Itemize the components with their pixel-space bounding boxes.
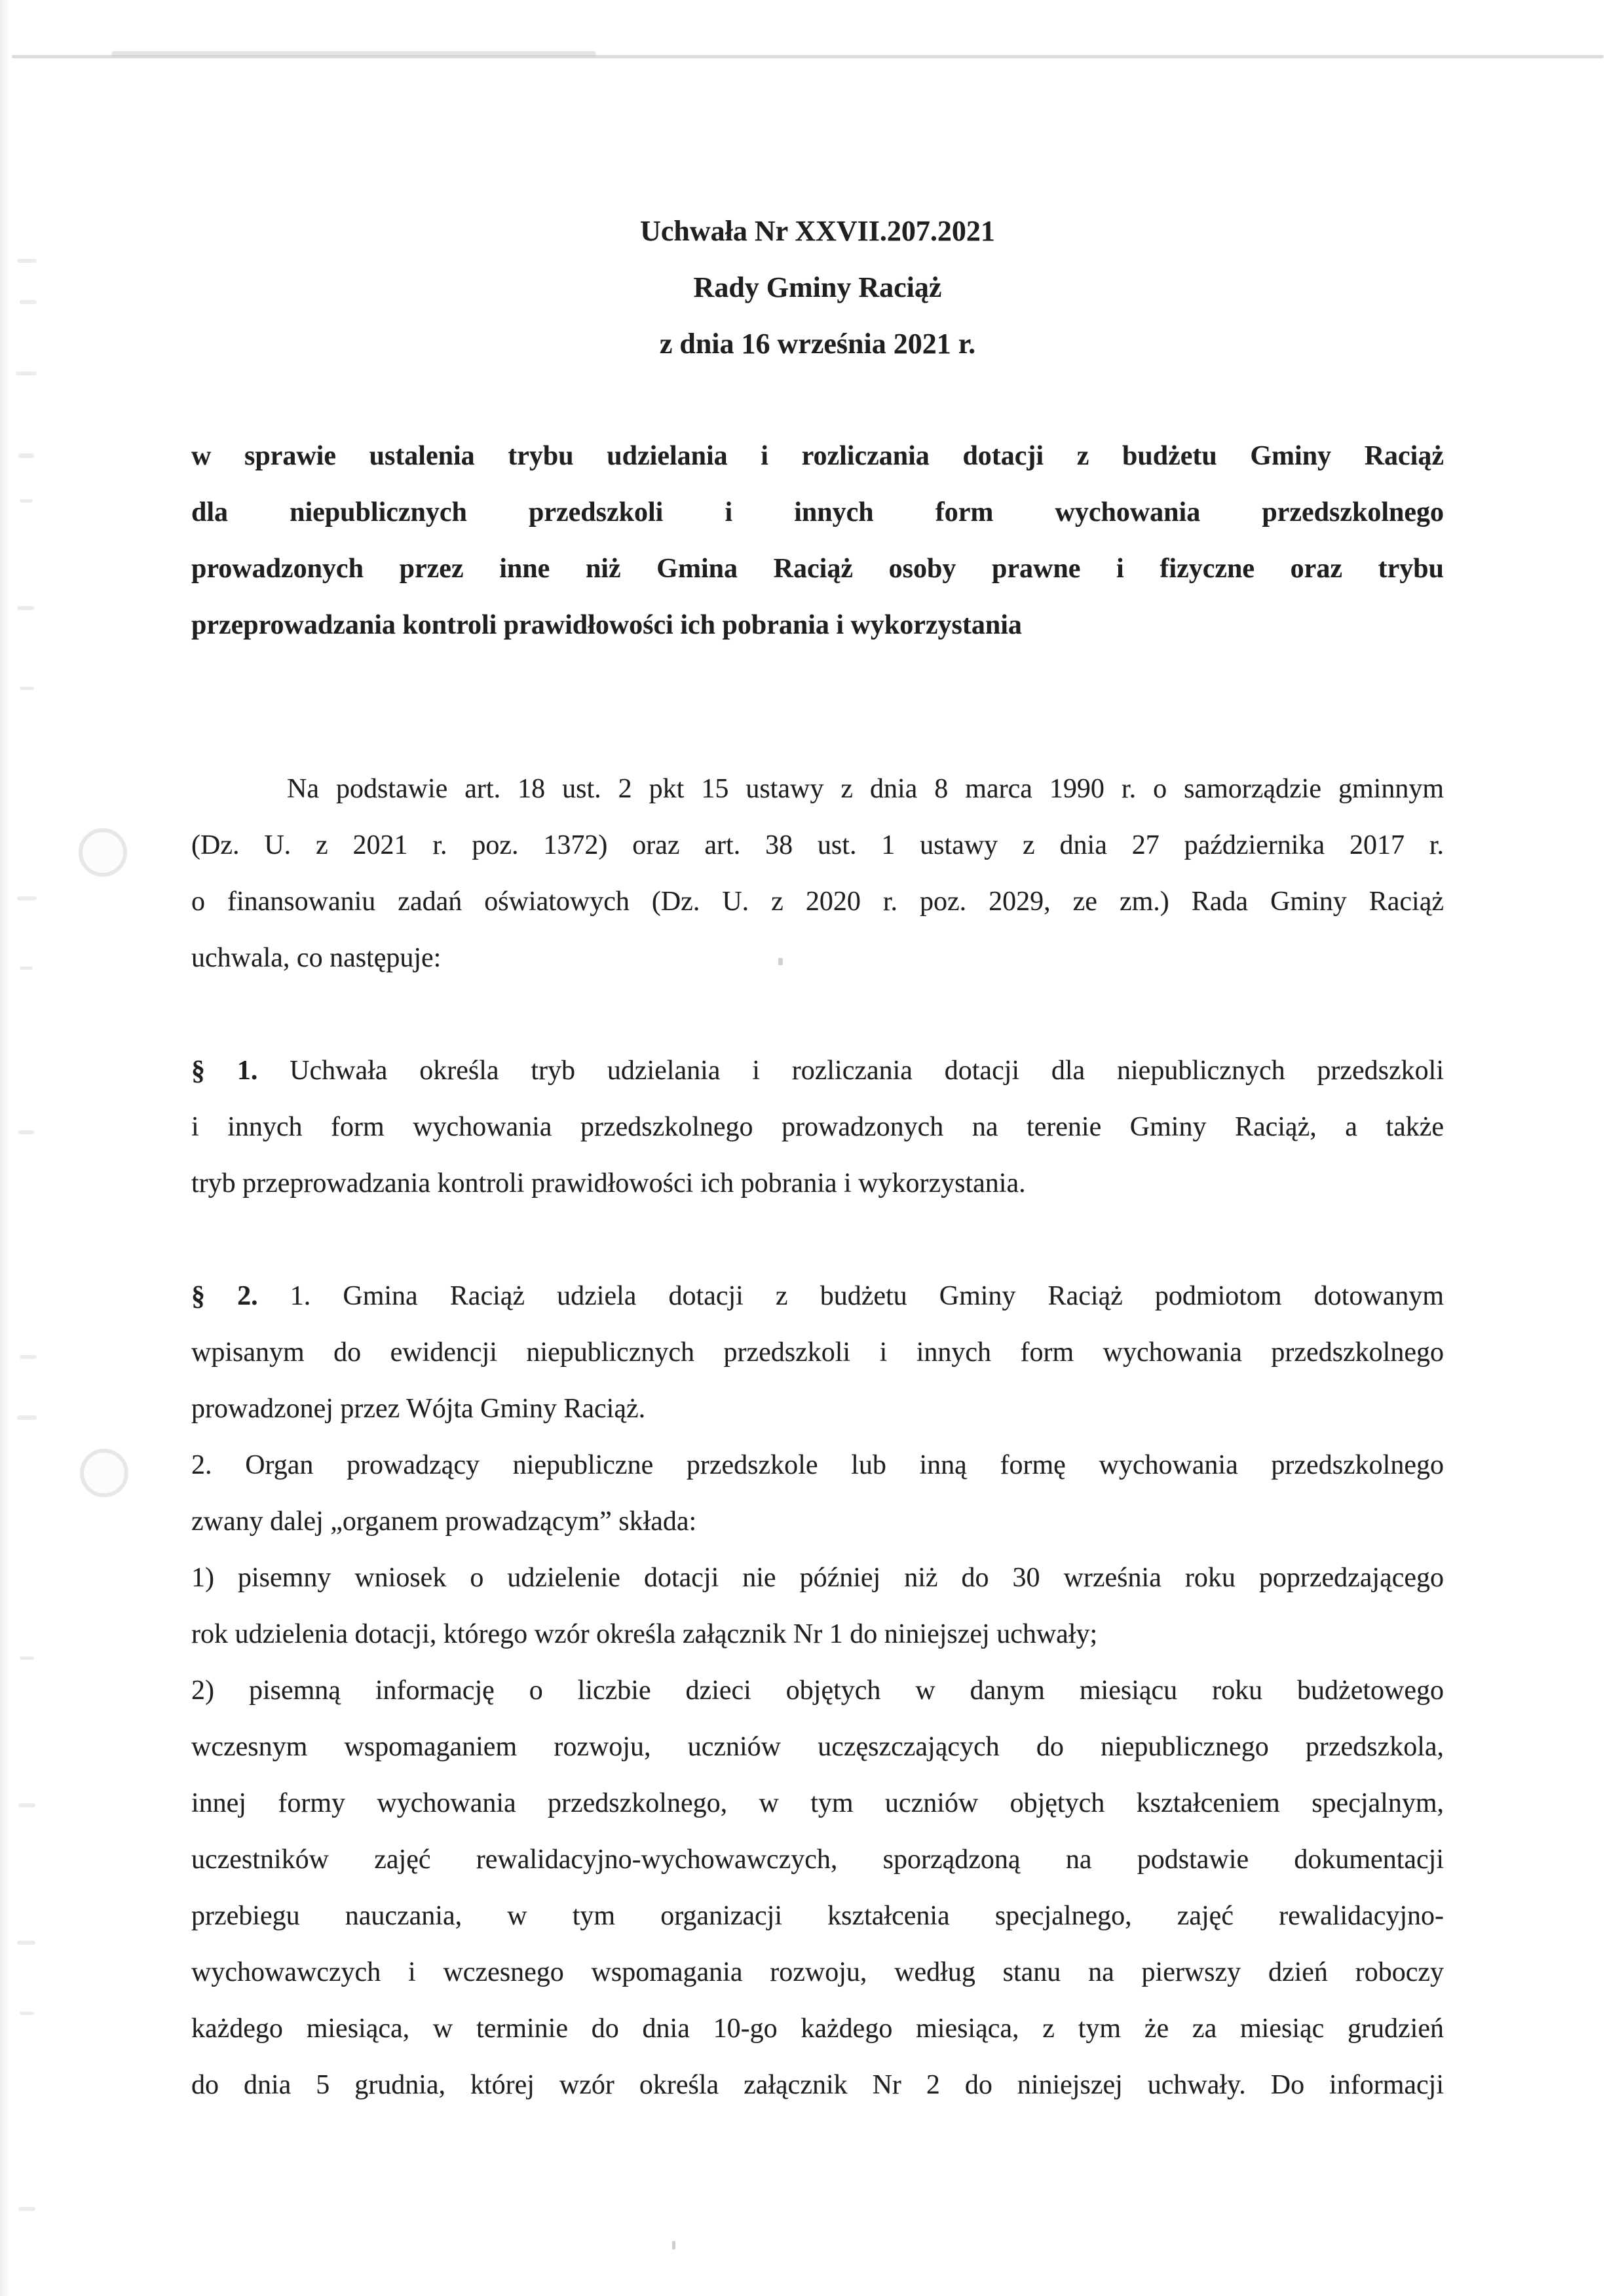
scan-smudge — [20, 687, 34, 690]
section-2 — [191, 1268, 1444, 2113]
preamble-line: (Dz. U. z 2021 r. poz. 1372) oraz art. 38 ust. 1 ustawy z dnia 27 października 2017 r. — [191, 830, 1444, 860]
scan-edge-shading — [0, 0, 10, 2296]
section-2-line: 2. Organ prowadzący niepubliczne przedszkole lub inną formę wychowania przedszkolnego — [191, 1450, 1444, 1480]
subject-paragraph — [191, 428, 1444, 653]
document-header — [191, 203, 1444, 372]
section-2-line: rok udzielenia dotacji, którego wzór określa załącznik Nr 1 do niniejszej uchwały; — [191, 1619, 1098, 1649]
section-1-line: § 1. Uchwała określa tryb udzielania i rozliczania dotacji dla niepublicznych przedszkoli — [191, 1056, 1445, 1086]
section-2-line: wpisanym do ewidencji niepublicznych przedszkoli i innych form wychowania przedszkolnego — [191, 1337, 1444, 1368]
scan-smudge — [20, 1656, 34, 1660]
scan-smudge — [18, 1803, 35, 1807]
section-2-line: każdego miesiąca, w terminie do dnia 10-go każdego miesiąca, z tym że za miesiąc grudzień — [191, 2014, 1444, 2044]
preamble-line: uchwala, co następuje: — [191, 943, 442, 973]
section-1-line: tryb przeprowadzania kontroli prawidłowości ich pobrania i wykorzystania. — [191, 1168, 1026, 1198]
subject-line: prowadzonych przez inne niż Gmina Raciąż osoby prawne i fizyczne oraz trybu — [191, 554, 1444, 584]
subject-line: w sprawie ustalenia trybu udzielania i rozliczania dotacji z budżetu Gminy Raciąż — [191, 441, 1444, 471]
scan-smudge — [18, 453, 34, 458]
resolution-date: z dnia 16 września 2021 r. — [659, 328, 976, 360]
scan-smudge — [20, 2012, 34, 2015]
scan-smudge — [17, 259, 37, 263]
section-2-line: wychowawczych i wczesnego wspomagania rozwoju, według stanu na pierwszy dzień roboczy — [191, 1957, 1444, 1987]
scan-smudge — [20, 300, 37, 304]
scan-smudge — [17, 896, 37, 900]
scan-smudge — [17, 1415, 37, 1420]
subject-line: przeprowadzania kontroli prawidłowości ich pobrania i wykorzystania — [191, 610, 1022, 640]
section-1-line: i innych form wychowania przedszkolnego prowadzonych na terenie Gminy Raciąż, a także — [191, 1112, 1444, 1142]
section-2-line: wczesnym wspomaganiem rozwoju, uczniów uczęszczających do niepublicznego przedszkola, — [191, 1732, 1444, 1762]
scan-smudge — [18, 1130, 34, 1134]
section-2-line: zwany dalej „organem prowadzącym” składa: — [191, 1506, 697, 1537]
scan-smudge — [20, 966, 33, 970]
section-2-line: uczestników zajęć rewalidacyjno-wychowawczych, sporządzoną na podstawie dokumentacji — [191, 1845, 1444, 1875]
section-2-line: innej formy wychowania przedszkolnego, w tym uczniów objętych kształceniem specjalnym, — [191, 1788, 1444, 1818]
scan-smudge — [17, 606, 34, 610]
preamble-line: o finansowaniu zadań oświatowych (Dz. U. z 2020 r. poz. 2029, ze zm.) Rada Gminy Raciąż — [191, 887, 1444, 917]
section-1 — [191, 1043, 1444, 1212]
punch-hole-mark — [79, 828, 127, 877]
scan-smudge — [20, 499, 33, 503]
resolution-number: Uchwała Nr XXVII.207.2021 — [640, 215, 995, 247]
section-2-line: 1) pisemny wniosek o udzielenie dotacji nie później niż do 30 września roku poprzedzającego — [191, 1563, 1444, 1593]
scan-speck — [672, 2241, 675, 2249]
preamble-line: Na podstawie art. 18 ust. 2 pkt 15 ustawy z dnia 8 marca 1990 r. o samorządzie gminnym — [287, 774, 1444, 804]
section-2-line: przebiegu nauczania, w tym organizacji kształcenia specjalnego, zajęć rewalidacyjno- — [191, 1901, 1444, 1931]
subject-line: dla niepublicznych przedszkoli i innych form wychowania przedszkolnego — [191, 497, 1444, 527]
section-2-line: § 2. 1. Gmina Raciąż udziela dotacji z budżetu Gminy Raciąż podmiotom dotowanym — [191, 1281, 1445, 1311]
issuing-body: Rady Gminy Raciąż — [693, 271, 942, 303]
section-2-line: prowadzonej przez Wójta Gminy Raciąż. — [191, 1394, 646, 1424]
section-2-label: § 2. — [191, 1281, 258, 1311]
scan-smudge — [17, 1941, 35, 1945]
scan-smudge — [18, 2207, 35, 2211]
section-2-line: 2) pisemną informację o liczbie dzieci objętych w danym miesiącu roku budżetowego — [191, 1675, 1444, 1706]
scan-smudge — [16, 372, 37, 375]
legal-basis-paragraph — [191, 761, 1444, 986]
section-1-label: § 1. — [191, 1056, 258, 1086]
punch-hole-mark — [80, 1449, 128, 1497]
scan-smudge — [20, 1355, 37, 1359]
section-2-line: do dnia 5 grudnia, której wzór określa załącznik Nr 2 do niniejszej uchwały. Do informacji — [191, 2070, 1444, 2100]
scan-artifact-top-line-2 — [111, 51, 596, 56]
